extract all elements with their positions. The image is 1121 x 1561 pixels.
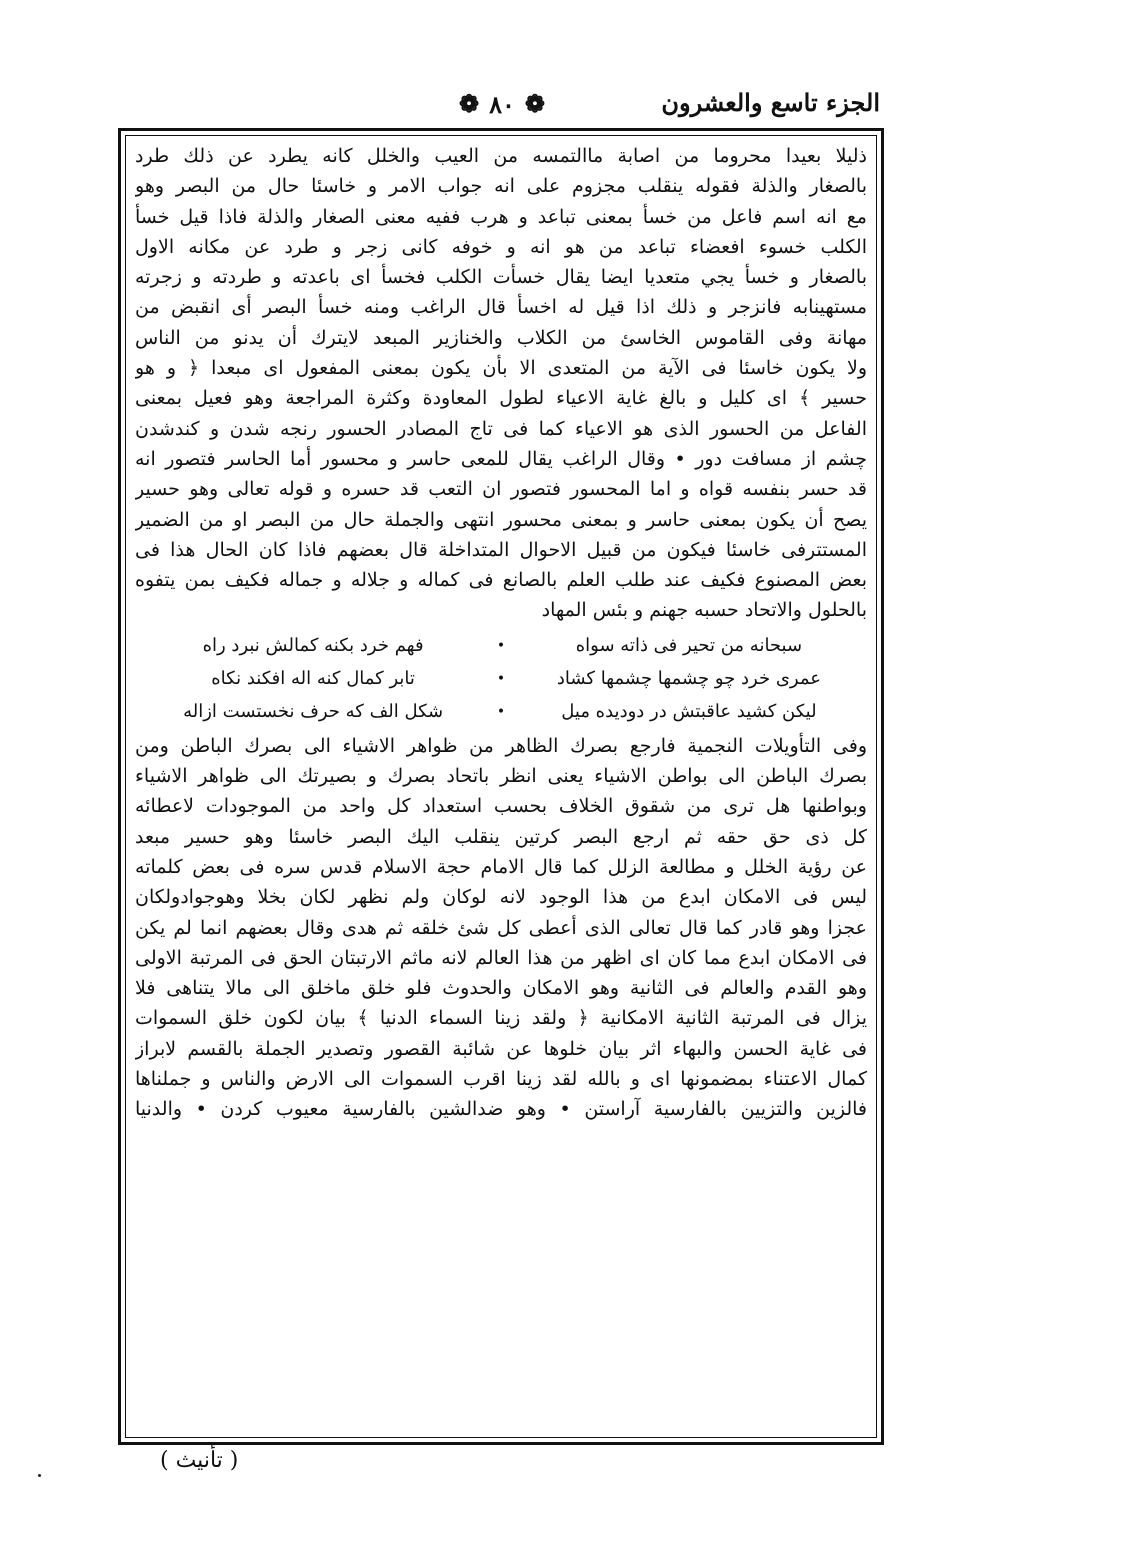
text-line: وفى التأويلات النجمية فارجع بصرك الظاهر من ظواهر الاشياء الى بصرك الباطن ومن <box>135 734 867 757</box>
page-header <box>120 86 880 126</box>
text-frame <box>118 128 884 1445</box>
verse-separator: • <box>496 671 506 688</box>
text-line: فى الامكان ابدع مما كان اى اظهر من هذا العالم لانه ماثم الارتبتان الحق فى المرتبة الاولى <box>135 946 867 969</box>
text-line: چشم از مسافت دور • وقال الراغب يقال للمعى حاسر و محسور أما الحاسر فتصور انه <box>135 447 867 470</box>
verse-hemistich: تابر كمال كنه اله افكند نكاه <box>211 668 415 690</box>
text-line: المستترفى خاسئا فيكون من قبيل الاحوال المتداخلة قال بعضهم فاذا كان الحال هذا فى <box>135 538 867 561</box>
text-line: وبواطنها هل ترى من شقوق الخلاف بحسب استعداد كل واحد من الموجودات لاعطائه <box>135 795 867 818</box>
verse <box>153 663 849 696</box>
verse-separator: • <box>496 704 506 721</box>
text-line: ليس فى الامكان ابدع من هذا الوجود لانه لوكان ولم نظهر لكان بخلا وهوجوادولكان <box>135 886 867 909</box>
text-line: يصح أن يكون بمعنى حاسر و بمعنى محسور انتهى والجملة حال من البصر او من الضمير <box>135 508 867 531</box>
text-line: بالصغار والذلة فقوله ينقلب مجزوم على انه جواب الامر و خاسئا حال من البصر وهو <box>135 175 867 198</box>
main-text <box>135 141 867 1125</box>
text-line: بالحلول والاتحاد حسبه جهنم و بئس المهاد <box>541 599 867 622</box>
text-line: مع انه اسم فاعل من خسأ بمعنى تباعد و هرب ففيه معنى الصغار والذلة فاذا قيل خسأ <box>135 205 867 228</box>
text-line: ولا يكون خاسئا فى الآية من المتعدى الا بأن يكون بمعنى المفعول اى مبعدا ﴿ و هو <box>135 357 867 380</box>
verse-hemistich: عمرى خرد چو چشمها چشمها كشاد <box>556 668 821 690</box>
text-line: يزال فى المرتبة الثانية الامكانية ﴿ ولقد زينا السماء الدنيا ﴾ بيان لكون خلق السموات <box>135 1007 867 1030</box>
text-line: بعض المصنوع فكيف عند طلب العلم بالصانع فى كماله و جلاله و جماله فكيف بمن يتفوه <box>135 569 867 592</box>
text-line: وهو القدم والعالم فى الثانية وهو الامكان والحدوث فلو خلق ماخلق الى مالا يتناهى فلا <box>135 977 867 1000</box>
ornament-icon: ❁ <box>459 89 480 118</box>
text-line: بصرك الباطن الى بواطن الاشياء يعنى انظر باتحاد بصرك و بصيرتك الى ظواهر الاشياء <box>135 765 867 788</box>
verse <box>153 630 849 663</box>
text-line: بالصغار و خسأ يجي متعديا ايضا يقال خسأت الكلب فخسأ اى باعدته و طردته و زجرته <box>135 266 867 289</box>
poem <box>153 630 849 729</box>
verse-hemistich: سبحانه من تحير فى ذاته سواه <box>575 635 803 657</box>
running-title: الجزء تاسع والعشرون <box>661 88 880 117</box>
text-line: قد حسر بنفسه قواه و اما المحسور فتصور ان التعب قد حسره و قوله تعالى وهو حسير <box>135 478 867 501</box>
text-line: ذليلا بعيدا محروما من اصابة ماالتمسه من العيب والخلل كانه يطرد عن ذلك طرد <box>135 145 867 167</box>
print-speck <box>38 1474 41 1477</box>
text-line: الفاعل من الحسور الذى هو الاعياء كما فى تاج المصادر الحسور رنجه شدن و كندشدن <box>135 417 867 440</box>
text-line: فالزين والتزيين بالفارسية آراستن • وهو ضدالشين بالفارسية معيوب كردن • والدنيا <box>135 1098 867 1121</box>
ornament-icon: ❁ <box>524 89 545 118</box>
text-line: مهانة وفى القاموس الخاسئ من الكلاب والخنازير المبعد لايترك أن يدنو من الناس <box>135 326 867 349</box>
catchword: ( تأنيث ) <box>160 1448 239 1473</box>
verse-hemistich: فهم خرد بكنه كمالش نبرد راه <box>202 635 424 657</box>
text-line: فى غاية الحسن والبهاء اثر بيان خلوها عن شائبة القصور وتصدير الجملة بالقسم لابراز <box>135 1037 867 1060</box>
text-line: مستهينابه فانزجر و ذلك اذا قيل له اخسأ قال الراغب ومنه خسأ البصر أى انقبض من <box>135 296 867 319</box>
verse-hemistich: ليكن كشيد عاقبتش در دوديده ميل <box>561 701 817 723</box>
page-number: ٨٠ <box>489 89 515 119</box>
verse-separator: • <box>496 638 506 655</box>
text-line: عجزا وهو قادر كما قال تعالى الذى أعطى كل شئ خلقه ثم هدى وقال بعضهم انما لم يكن <box>135 916 867 939</box>
page-number-group <box>442 86 562 122</box>
text-line: حسير ﴾ اى كليل و بالغ غاية الاعياء لطول المعاودة وكثرة المراجعة وهو فعيل بمعنى <box>135 387 867 410</box>
text-line: كمال الاعتناء بمضمونها اى و بالله لقد زينا اقرب السموات الى الارض والناس و جملناها <box>135 1068 867 1091</box>
verse-hemistich: شكل الف كه حرف نخستست ازاله <box>183 701 444 723</box>
text-line: عن رؤية الخلل و مطالعة الزلل كما قال الامام حجة الاسلام قدس سره فى بعض كلماته <box>135 855 867 878</box>
verse <box>153 696 849 729</box>
text-line: كل ذى حق حقه ثم ارجع البصر كرتين ينقلب اليك البصر خاسئا وهو حسير مبعد <box>135 825 867 848</box>
text-line: الكلب خسوء افعضاء تباعد من هو انه و خوفه كانى زجر و طرد عن مكانه الاول <box>135 235 867 258</box>
